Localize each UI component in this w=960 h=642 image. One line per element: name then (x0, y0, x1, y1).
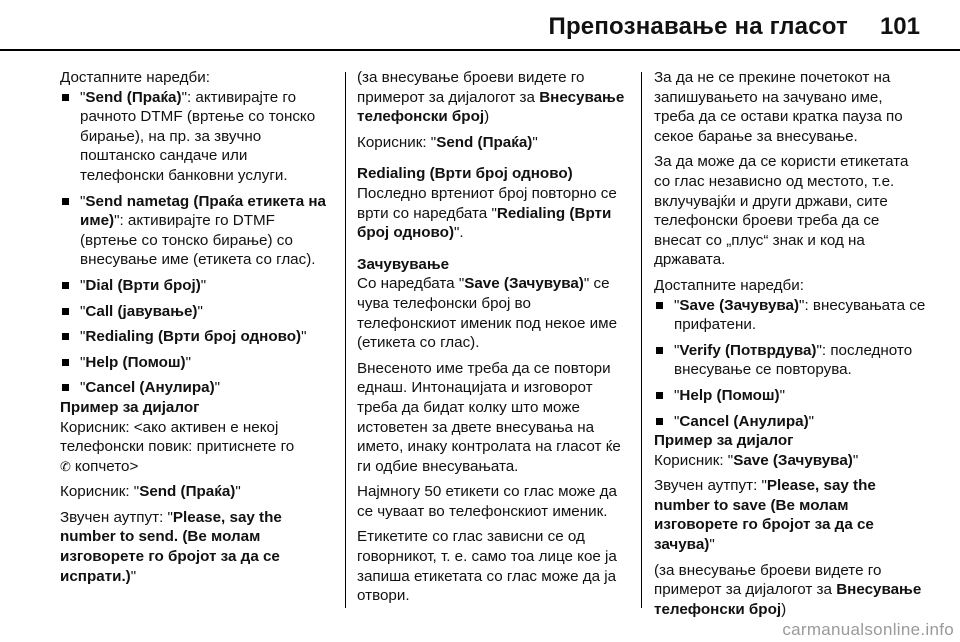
paragraph: Последно вртениот број повторно се врти со наредбата "Redialing (Врти број одново)". (357, 184, 617, 242)
list-item: "Call (јавување)" (60, 302, 332, 322)
watermark: carmanualsonline.info (782, 620, 954, 639)
list-item: "Dial (Врти број)" (60, 276, 332, 296)
paragraph: Етикетите со глас зависни се од говорникот, т. е. само тоа лице кое ја запиша етикетата со глас може да ја отвори. (357, 528, 617, 605)
paragraph: (за внесување броеви видете го примерот за дијалогот за Внесување телефонски број) (357, 69, 625, 126)
dialog-user-line: Корисник: "Send (Праќа)" (357, 133, 538, 151)
bullet-icon (62, 94, 69, 101)
bullet-icon (62, 198, 69, 205)
column-divider (345, 72, 346, 608)
paragraph: За да може да се користи етикетата со глас независно од местото, т.е. вклучувајќи и други држави, сите телефонски броеви треба да се внесат со „плус“ знак и код на државата. (654, 153, 909, 269)
bullet-icon (62, 282, 69, 289)
dialog-user-line: Корисник: "Save (Зачувува)" (654, 451, 859, 469)
list-item: "Send (Праќа)": активирајте го рачното DTMF (вртење со тонско бирање), на пр. за звучно поштанско сандаче или телефонски банковни услуги. (60, 88, 332, 186)
dialog-output-line: Звучен аутпут: "Please, say the number to send. (Ве молам изговорете го бројот за да се испрати.)" (60, 508, 282, 585)
dialog-output-line: Звучен аутпут: "Please, say the number to save (Ве молам изговорете го бројот за да се зачува)" (654, 477, 876, 554)
dialog-user-line: Корисник: "Send (Праќа)" (60, 483, 241, 501)
list-item: "Verify (Потврдува)": последното внесување се повторува. (654, 341, 926, 380)
column-divider (641, 72, 642, 608)
bullet-icon (62, 384, 69, 391)
paragraph: (за внесување броеви видете го примерот за дијалогот за Внесување телефонски број) (654, 561, 922, 618)
intro-text: Достапните наредби: (60, 69, 210, 86)
bullet-icon (62, 333, 69, 340)
bullet-icon (62, 359, 69, 366)
page-number: 101 (879, 13, 920, 40)
list-item: "Cancel (Анулира)" (654, 412, 926, 432)
paragraph: За да не се прекине почетокот на запишувањето на зачувано име, треба да се остави кратка пауза по секое барање за внесување. (654, 69, 903, 145)
column-1 (60, 68, 332, 592)
dialog-user-line: Корисник: <ако активен е некој телефонски повик: притиснете го ✆ копчето> (60, 418, 295, 475)
section-heading: Redialing (Врти број одново) (357, 165, 573, 183)
paragraph: Најмногу 50 етикети со глас може да се чуваат во телефонскиот именик. (357, 483, 617, 520)
list-item: "Save (Зачувува)": внесувањата се прифатени. (654, 296, 926, 335)
paragraph: Со наредбата "Save (Зачувува)" се чува телефонски број во телефонскиот именик под некое име (етикета со глас). (357, 275, 618, 352)
list-item: "Redialing (Врти број одново)" (60, 327, 332, 347)
example-heading: Пример за дијалог (654, 432, 794, 450)
list-item: "Send nametag (Праќа етикета на име)": активирајте го DTMF (вртење со тонско бирање) со внесување име (етикета со глас). (60, 192, 332, 270)
list-item: "Cancel (Анулира)" (60, 378, 332, 398)
list-item: "Help (Помош)" (60, 353, 332, 373)
page-header (0, 0, 960, 50)
bullet-icon (656, 392, 663, 399)
bullet-icon (656, 347, 663, 354)
example-heading: Пример за дијалог (60, 398, 200, 416)
page-title: Препознавање на гласот (548, 13, 848, 40)
bullet-icon (656, 418, 663, 425)
intro-text: Достапните наредби: (654, 276, 804, 294)
section-heading: Зачувување (357, 255, 450, 273)
paragraph: Внесеното име треба да се повтори еднаш. Интонацијата и изговорот треба да бидат колку што може истоветен за двете внесувања на името, инаку контролата на гласот ќе ги одбие внесувањата. (357, 359, 621, 475)
command-list (654, 296, 926, 432)
command-list (60, 88, 332, 398)
header-rule (0, 49, 960, 51)
bullet-icon (62, 308, 69, 315)
list-item: "Help (Помош)" (654, 386, 926, 406)
bullet-icon (656, 302, 663, 309)
column-3 (654, 68, 926, 625)
column-2 (357, 68, 625, 612)
phone-icon: ✆ (60, 458, 71, 474)
